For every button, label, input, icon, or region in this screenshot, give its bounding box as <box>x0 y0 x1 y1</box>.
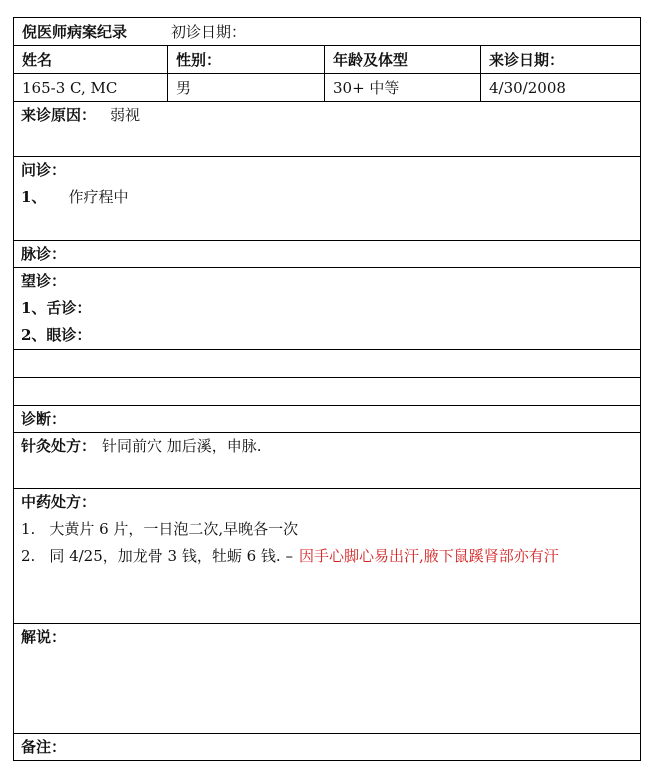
herbal-item-2-note: 因手心脚心易出汗,腋下鼠蹊肾部亦有汗 <box>298 547 559 565</box>
visit-date-value: 4/30/2008 <box>480 74 638 101</box>
gender-value: 男 <box>167 74 324 101</box>
observation-label: 望诊： <box>21 272 67 290</box>
first-visit-date-label: 初诊日期： <box>171 23 247 41</box>
patient-info-values <box>14 73 640 101</box>
acupuncture-section <box>14 432 640 488</box>
blank-row-1 <box>14 349 640 377</box>
reason-value: 弱视 <box>110 106 141 124</box>
acupuncture-value: 针同前穴 加后溪，申脉. <box>102 437 262 455</box>
herbal-section <box>14 488 640 623</box>
remarks-label: 备注： <box>21 738 67 756</box>
diagnosis-label: 诊断： <box>21 410 67 428</box>
reason-label: 来诊原因： <box>21 106 97 124</box>
herbal-item-2-number: 2. <box>21 547 36 565</box>
name-label: 姓名 <box>22 51 53 69</box>
name-value: 165-3 C, MC <box>22 78 118 97</box>
herbal-label: 中药处方： <box>21 493 97 511</box>
patient-info-labels <box>14 45 640 73</box>
inquiry-item-text: 作疗程中 <box>68 188 129 206</box>
pulse-label: 脉诊： <box>21 245 67 263</box>
record-header <box>14 18 640 45</box>
explanation-label: 解说： <box>21 628 67 646</box>
reason-section <box>14 101 640 156</box>
observation-section <box>14 267 640 349</box>
explanation-section <box>14 623 640 733</box>
blank-row-2 <box>14 377 640 405</box>
inquiry-section <box>14 156 640 240</box>
medical-record-form <box>13 17 641 761</box>
age-build-value: 30+ 中等 <box>324 74 480 101</box>
visit-date-label: 来诊日期： <box>480 46 638 73</box>
herbal-item-1-number: 1. <box>21 520 36 538</box>
herbal-item-1-text: 大黄片 6 片，一日泡二次,早晚各一次 <box>49 520 299 538</box>
inquiry-item-number: 1、 <box>21 188 47 206</box>
herbal-item-2-text: 同 4/25，加龙骨 3 钱，牡蛎 6 钱. – <box>49 547 293 565</box>
eye-diagnosis-label: 2、眼诊： <box>21 326 92 344</box>
tongue-diagnosis-label: 1、舌诊： <box>21 299 92 317</box>
age-build-label: 年龄及体型 <box>324 46 480 73</box>
gender-label: 性别： <box>167 46 324 73</box>
record-title: 倪医师病案纪录 <box>22 23 128 41</box>
acupuncture-label: 针灸处方： <box>21 437 97 455</box>
diagnosis-section <box>14 405 640 432</box>
inquiry-label: 问诊： <box>21 161 67 179</box>
remarks-section <box>14 733 640 760</box>
pulse-section <box>14 240 640 267</box>
